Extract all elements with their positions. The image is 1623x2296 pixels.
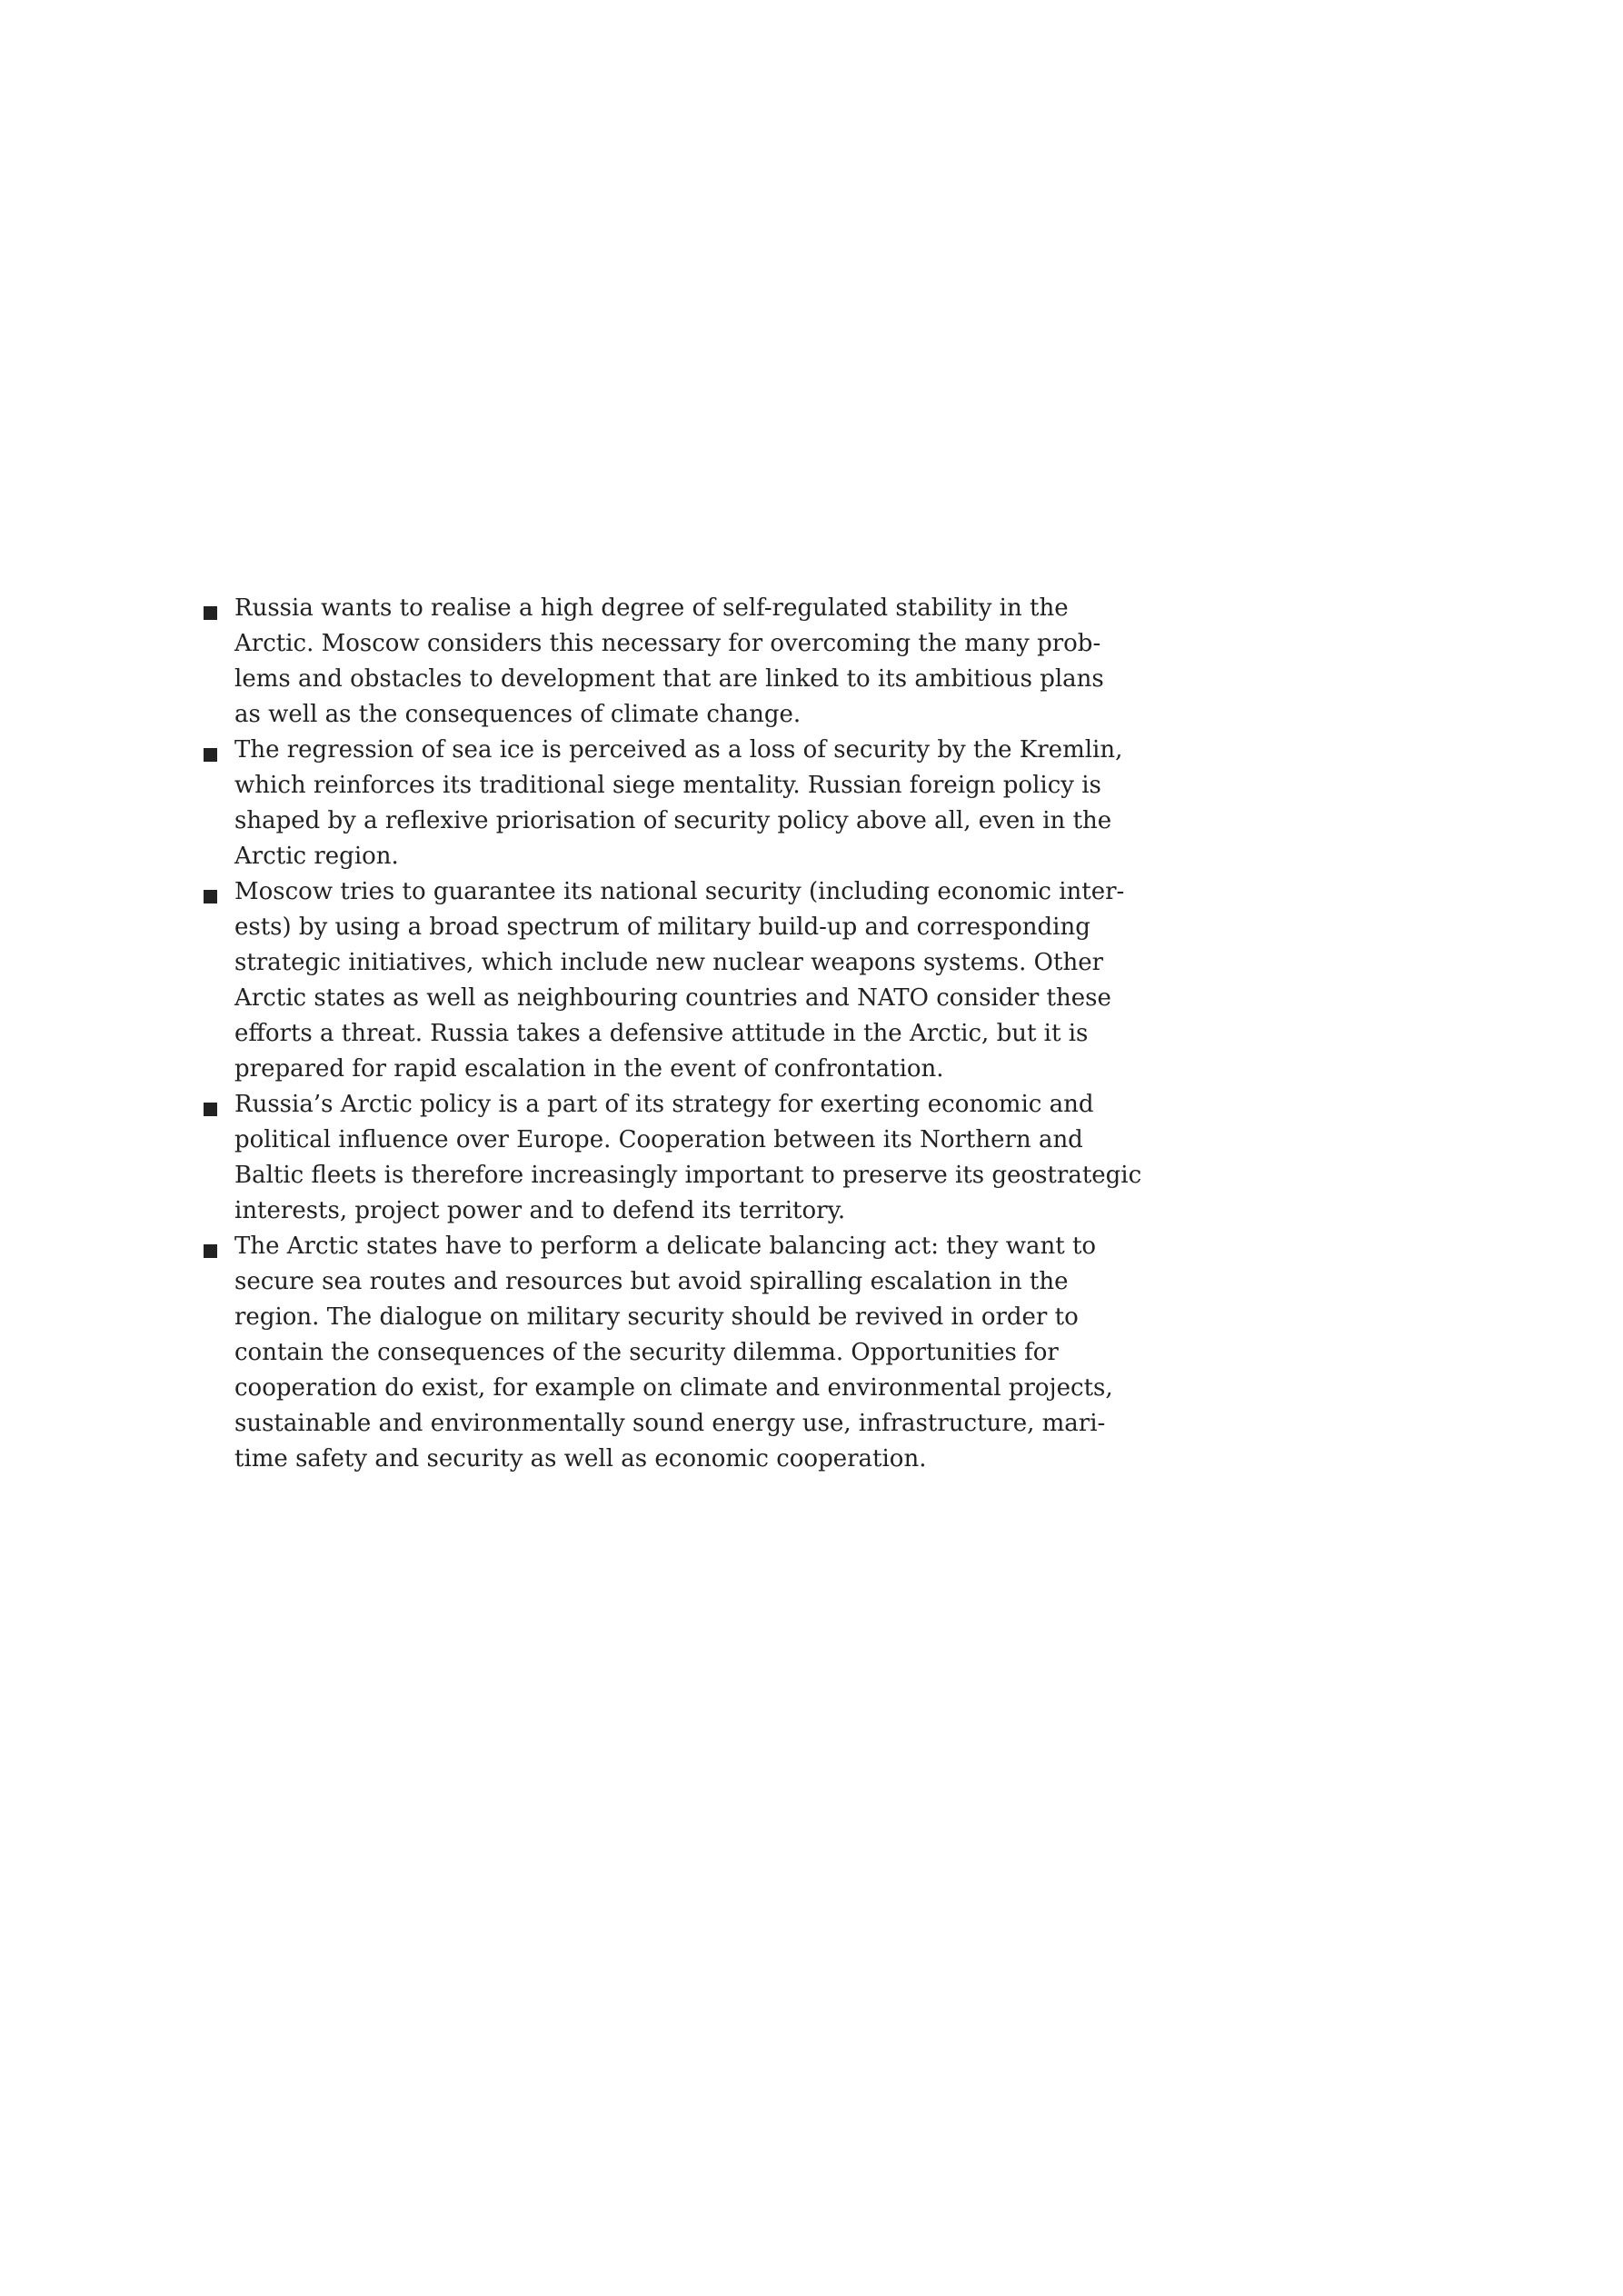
- bullet-line: Baltic fleets is therefore increasingly important to preserve its geostrategic: [234, 1162, 1142, 1189]
- square-bullet-icon: [204, 1244, 217, 1258]
- bullet-item: [204, 874, 1125, 1087]
- bullet-line: sustainable and environmentally sound energy use, infrastructure, mari-: [234, 1410, 1106, 1437]
- bullet-item: [204, 591, 1121, 733]
- bullet-line: political influence over Europe. Cooperation between its Northern and: [234, 1126, 1083, 1153]
- bullet-line: Moscow tries to guarantee its national security (including economic inter-: [234, 878, 1125, 905]
- bullet-line: prepared for rapid escalation in the event of confrontation.: [234, 1055, 944, 1083]
- bullet-item: [204, 1087, 1142, 1229]
- bullet-line: Russia wants to realise a high degree of self-regulated stability in the: [234, 594, 1069, 622]
- bullet-line: The regression of sea ice is perceived as a loss of security by the Kremlin,: [234, 736, 1123, 764]
- bullet-line: efforts a threat. Russia takes a defensive attitude in the Arctic, but it is: [234, 1020, 1089, 1047]
- square-bullet-icon: [204, 890, 217, 903]
- bullet-line: which reinforces its traditional siege mentality. Russian foreign policy is: [234, 772, 1101, 799]
- bullet-line: Russia’s Arctic policy is a part of its strategy for exerting economic and: [234, 1091, 1094, 1118]
- bullet-item: [204, 1229, 1121, 1477]
- bullet-line: as well as the consequences of climate change.: [234, 701, 802, 728]
- bullet-line: cooperation do exist, for example on climate and environmental projects,: [234, 1374, 1113, 1402]
- bullet-line: lems and obstacles to development that are linked to its ambitious plans: [234, 665, 1104, 693]
- square-bullet-icon: [204, 606, 217, 620]
- bullet-line: Arctic. Moscow considers this necessary for overcoming the many prob-: [234, 630, 1101, 657]
- square-bullet-icon: [204, 748, 217, 762]
- summary-bullet-list: [204, 591, 1142, 1477]
- bullet-line: ests) by using a broad spectrum of military build-up and corresponding: [234, 913, 1090, 941]
- bullet-line: interests, project power and to defend its territory.: [234, 1197, 846, 1224]
- bullet-line: region. The dialogue on military security should be revived in order to: [234, 1303, 1079, 1331]
- bullet-line: shaped by a reflexive priorisation of security policy above all, even in the: [234, 807, 1112, 834]
- bullet-line: secure sea routes and resources but avoid spiralling escalation in the: [234, 1268, 1069, 1295]
- bullet-line: Arctic region.: [234, 843, 399, 870]
- bullet-line: Arctic states as well as neighbouring countries and NATO consider these: [234, 984, 1111, 1012]
- bullet-item: [204, 733, 1121, 874]
- bullet-line: contain the consequences of the security dilemma. Opportunities for: [234, 1339, 1059, 1366]
- bullet-line: The Arctic states have to perform a delicate balancing act: they want to: [234, 1233, 1097, 1260]
- bullet-line: strategic initiatives, which include new nuclear weapons systems. Other: [234, 949, 1104, 976]
- bullet-line: time safety and security as well as economic cooperation.: [234, 1445, 927, 1472]
- square-bullet-icon: [204, 1103, 217, 1116]
